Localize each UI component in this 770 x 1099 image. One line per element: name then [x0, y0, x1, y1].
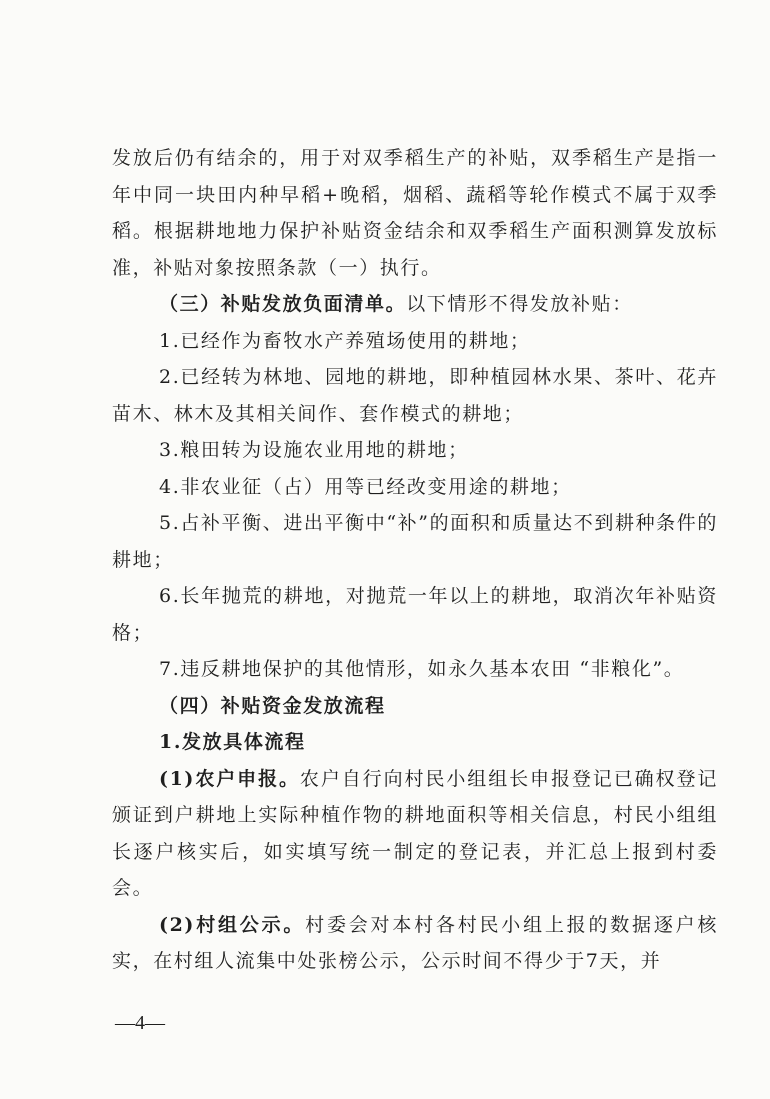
section4-heading: （四）补贴资金发放流程: [159, 694, 386, 717]
page-number: —4—: [115, 1012, 165, 1034]
section3-heading: （三）补贴发放负面清单。: [159, 293, 407, 315]
step2-label: (2)村组公示。: [159, 913, 306, 936]
paragraph-section3: [112, 286, 718, 323]
paragraph-intro: 发放后仍有结余的，用于对双季稻生产的补贴，双季稻生产是指一年中同一块田内种早稻+晚稻，烟稻、蔬稻等轮作模式不属于双季稻。根据耕地地力保护补贴资金结余和双季稻生产面积测算发放标准，补贴对象按照条款（一）执行。: [112, 147, 718, 279]
list-item: 2.已经转为林地、园地的耕地，即种植园林水果、茶叶、花卉苗木、林木及其相关间作、套作模式的耕地；: [112, 366, 718, 425]
list-item: 7.违反耕地保护的其他情形，如永久基本农田 “非粮化”。: [159, 658, 685, 680]
paragraph-step2: [112, 907, 718, 980]
step1-text: 农户自行向村民小组组长申报登记已确权登记颁证到户耕地上实际种植作物的耕地面积等相关信息，村民小组组长逐户核实后，如实填写统一制定的登记表，并汇总上报到村委会。: [112, 767, 718, 899]
section3-lead: 以下情形不得发放补贴：: [406, 293, 633, 315]
list-item: 5.占补平衡、进出平衡中“补”的面积和质量达不到耕种条件的耕地；: [112, 512, 718, 571]
list-item: 6.长年抛荒的耕地，对抛荒一年以上的耕地，取消次年补贴资格；: [112, 585, 718, 644]
page-body: [112, 140, 718, 980]
step2-text: 村委会对本村各村民小组上报的数据逐户核实，在村组人流集中处张榜公示，公示时间不得少于7天，并: [112, 913, 719, 972]
list-item: 1.已经作为畜牧水产养殖场使用的耕地；: [159, 329, 531, 352]
list-item: 3.粮田转为设施农业用地的耕地；: [159, 439, 469, 461]
list-item: 4.非农业征（占）用等已经改变用途的耕地；: [159, 475, 572, 498]
step1-label: (1)农户申报。: [159, 767, 300, 790]
paragraph-step1: [112, 761, 718, 907]
sub1-heading: 1.发放具体流程: [159, 731, 306, 753]
